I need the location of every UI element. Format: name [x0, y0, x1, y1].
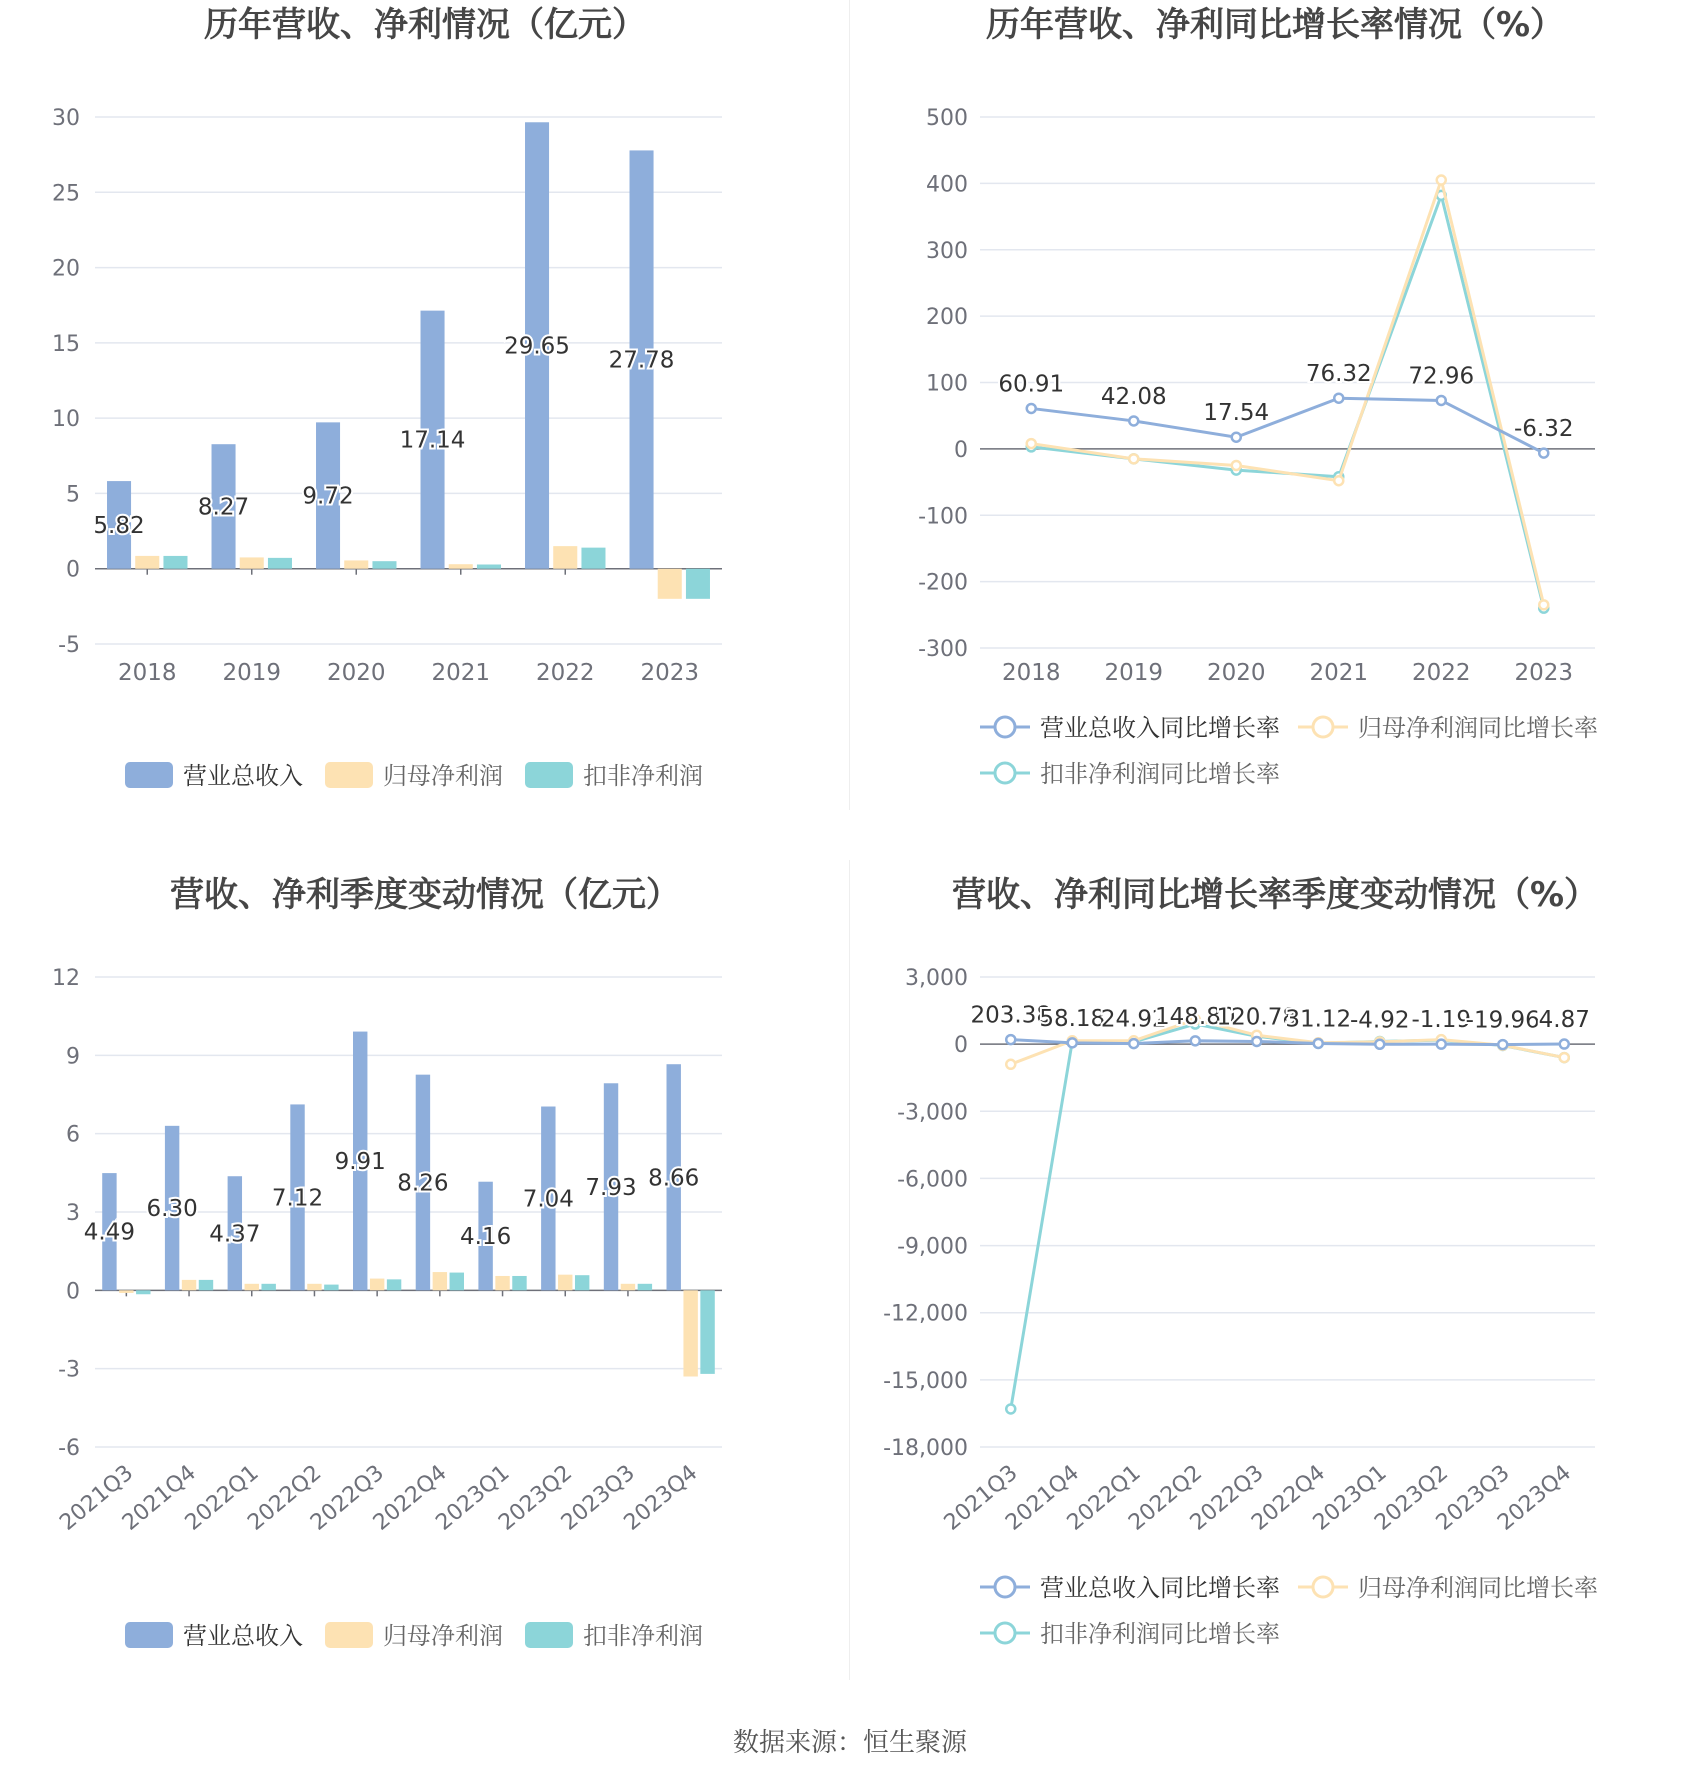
data-label: 4.87 — [1538, 1007, 1590, 1034]
data-label: 24.92 — [1100, 1006, 1167, 1033]
data-label: -1.19 — [1411, 1007, 1472, 1034]
bar-net-profit — [182, 1280, 196, 1290]
series-point — [1129, 416, 1138, 425]
data-label: 5.82 — [93, 512, 145, 539]
y-tick-label: 20 — [52, 256, 80, 282]
legend-marker — [995, 717, 1015, 737]
legend-label: 营业总收入同比增长率 — [1040, 714, 1280, 742]
data-label: 8.27 — [197, 494, 250, 521]
data-label: 6.30 — [146, 1196, 198, 1223]
y-tick-label: 500 — [926, 106, 968, 131]
series-point — [1252, 1037, 1261, 1046]
legend — [980, 1574, 1598, 1648]
x-category-label: 2021Q4 — [1001, 1460, 1085, 1536]
x-category-label: 2018 — [117, 660, 177, 686]
bar-deducted-profit — [199, 1280, 213, 1290]
bar-deducted-profit — [136, 1290, 150, 1294]
legend — [125, 762, 703, 790]
series-point — [1334, 394, 1343, 403]
bar-net-profit — [621, 1284, 635, 1291]
x-category-label: 2022 — [535, 660, 595, 686]
bar-deducted-profit — [387, 1279, 401, 1290]
x-category-label: 2023 — [1514, 660, 1574, 686]
series-point — [1129, 454, 1138, 463]
x-category-label: 2022Q2 — [243, 1460, 327, 1536]
bar-deducted-profit — [372, 561, 396, 569]
x-category-label: 2021 — [1309, 660, 1369, 686]
x-category-label: 2020 — [1206, 660, 1266, 686]
y-tick-label: -5 — [58, 633, 80, 658]
legend-swatch — [125, 1622, 173, 1648]
y-tick-label: 9 — [66, 1044, 80, 1070]
series-point — [1539, 449, 1548, 458]
x-category-label: 2019 — [222, 660, 282, 686]
chart-title: 历年营收、净利同比增长率情况（%） — [985, 5, 1565, 45]
data-label: 4.16 — [460, 1224, 512, 1251]
y-tick-label: -6 — [58, 1436, 80, 1461]
x-category-label: 2023Q3 — [1431, 1460, 1515, 1536]
bar-deducted-profit — [450, 1273, 464, 1291]
legend-label: 扣非净利润同比增长率 — [1040, 1620, 1280, 1648]
series-point — [1129, 1039, 1138, 1048]
bar-deducted-profit — [512, 1276, 526, 1290]
data-label: 7.12 — [271, 1185, 324, 1212]
y-tick-label: -18,000 — [883, 1436, 968, 1461]
data-label: -19.96 — [1465, 1007, 1540, 1034]
legend-swatch — [325, 762, 373, 788]
legend-label: 营业总收入同比增长率 — [1040, 1574, 1280, 1602]
x-category-label: 2022Q4 — [368, 1460, 452, 1536]
legend-swatch — [325, 1622, 373, 1648]
legend-label: 归母净利润 — [383, 762, 503, 790]
data-label: 17.14 — [399, 427, 466, 454]
x-category-label: 2022Q3 — [1185, 1460, 1269, 1536]
data-label: 42.08 — [1100, 383, 1167, 410]
data-label: 120.78 — [1216, 1004, 1297, 1031]
chart-title: 营收、净利季度变动情况（亿元） — [170, 875, 680, 915]
series-point — [1232, 433, 1241, 442]
quarterly-growth-rate-line-chart — [850, 860, 1700, 1730]
data-label: 58.18 — [1039, 1005, 1106, 1032]
y-tick-label: -9,000 — [897, 1234, 968, 1260]
data-label: 31.12 — [1285, 1006, 1352, 1033]
series-point — [1191, 1036, 1200, 1045]
legend-label: 扣非净利润 — [583, 762, 703, 790]
bar-net-profit — [344, 560, 368, 568]
annual-growth-rate-line-chart — [850, 0, 1700, 880]
series-point — [1560, 1053, 1569, 1062]
x-category-label: 2022Q3 — [306, 1460, 390, 1536]
bar-deducted-profit — [324, 1285, 338, 1291]
y-tick-label: 400 — [926, 172, 968, 198]
legend-swatch — [525, 762, 573, 788]
data-label: 9.72 — [302, 483, 354, 510]
x-category-label: 2023Q4 — [1493, 1460, 1577, 1536]
x-category-label: 2019 — [1104, 660, 1164, 686]
y-tick-label: 5 — [66, 482, 80, 508]
bar-net-profit — [495, 1276, 509, 1290]
y-tick-label: 200 — [926, 305, 968, 331]
y-tick-label: -300 — [918, 637, 968, 662]
legend-label: 营业总收入 — [183, 1622, 303, 1650]
chart-title: 历年营收、净利情况（亿元） — [204, 5, 646, 45]
y-tick-label: 15 — [52, 331, 80, 357]
bar-deducted-profit — [477, 564, 501, 568]
legend-label: 归母净利润同比增长率 — [1358, 1574, 1598, 1602]
bar-net-profit — [307, 1284, 321, 1291]
y-tick-label: 0 — [66, 1279, 80, 1305]
bar-net-profit — [245, 1284, 259, 1291]
data-label: 8.26 — [397, 1170, 449, 1197]
bar-net-profit — [135, 556, 159, 569]
series-point — [1027, 404, 1036, 413]
bar-net-profit — [558, 1275, 572, 1291]
bar-net-profit — [433, 1272, 447, 1290]
x-category-label: 2023Q1 — [1308, 1460, 1392, 1536]
data-source: 数据来源：恒生聚源 — [732, 1728, 967, 1758]
y-tick-label: 0 — [66, 557, 80, 583]
x-category-label: 2022Q2 — [1124, 1460, 1208, 1536]
y-tick-label: -6,000 — [897, 1167, 968, 1193]
legend-marker — [1313, 717, 1333, 737]
legend — [980, 714, 1598, 788]
data-label: 60.91 — [998, 371, 1065, 398]
data-label: 9.91 — [334, 1148, 386, 1175]
bar-net-profit — [553, 546, 577, 569]
y-tick-label: 3,000 — [905, 966, 968, 991]
legend-label: 扣非净利润 — [583, 1622, 703, 1650]
legend-swatch — [525, 1622, 573, 1648]
legend-label: 营业总收入 — [183, 762, 303, 790]
bar-net-profit — [683, 1290, 697, 1376]
x-category-label: 2021 — [431, 660, 491, 686]
bar-net-profit — [658, 569, 682, 599]
x-category-label: 2023Q2 — [1370, 1460, 1454, 1536]
x-category-label: 2020 — [326, 660, 386, 686]
data-label: 17.54 — [1203, 400, 1270, 427]
divider-top — [849, 0, 850, 810]
bar-net-profit — [119, 1290, 133, 1293]
series-point — [1068, 1038, 1077, 1047]
legend-marker — [995, 1577, 1015, 1597]
chart-title: 营收、净利同比增长率季度变动情况（%） — [951, 875, 1599, 915]
series-point — [1539, 600, 1548, 609]
y-tick-label: 0 — [954, 1033, 968, 1059]
annual-revenue-profit-bar-chart — [0, 0, 850, 880]
data-label: -6.32 — [1513, 416, 1574, 443]
y-tick-label: 300 — [926, 238, 968, 264]
series-point — [1375, 1040, 1384, 1049]
y-tick-label: 25 — [52, 181, 80, 207]
data-label: 7.04 — [522, 1186, 574, 1213]
bar-deducted-profit — [638, 1284, 652, 1291]
y-tick-label: 0 — [954, 437, 968, 463]
y-tick-label: 12 — [52, 966, 80, 991]
y-tick-label: -3,000 — [897, 1100, 968, 1126]
legend — [125, 1622, 703, 1650]
x-category-label: 2022Q4 — [1247, 1460, 1331, 1536]
data-label: 72.96 — [1408, 363, 1475, 390]
legend-label: 扣非净利润同比增长率 — [1040, 760, 1280, 788]
series-point — [1027, 439, 1036, 448]
series-point — [1437, 396, 1446, 405]
y-tick-label: -12,000 — [883, 1301, 968, 1327]
series-point — [1006, 1035, 1015, 1044]
x-category-label: 2021Q4 — [117, 1460, 201, 1536]
data-label: 4.49 — [83, 1219, 136, 1246]
data-label: 203.38 — [970, 1002, 1051, 1029]
x-category-label: 2021Q3 — [939, 1460, 1023, 1536]
bar-deducted-profit — [163, 556, 187, 569]
data-label: 8.66 — [648, 1165, 700, 1192]
y-tick-label: 30 — [52, 106, 80, 131]
series-point — [1314, 1039, 1323, 1048]
legend-marker — [1313, 1577, 1333, 1597]
x-category-label: 2018 — [1001, 660, 1061, 686]
x-category-label: 2022Q1 — [1062, 1460, 1146, 1536]
bar-deducted-profit — [686, 569, 710, 599]
series-point — [1437, 1040, 1446, 1049]
series-point — [1437, 176, 1446, 185]
data-label: -4.92 — [1349, 1007, 1410, 1034]
bar-net-profit — [370, 1279, 384, 1291]
y-tick-label: -100 — [918, 504, 968, 530]
bar-net-profit — [240, 557, 264, 568]
bar-deducted-profit — [261, 1284, 275, 1291]
series-point — [1498, 1040, 1507, 1049]
legend-marker — [995, 1623, 1015, 1643]
y-tick-label: -3 — [58, 1357, 80, 1383]
legend-label: 归母净利润同比增长率 — [1358, 714, 1598, 742]
bar-deducted-profit — [581, 548, 605, 569]
series-point — [1334, 476, 1343, 485]
legend-label: 归母净利润 — [383, 1622, 503, 1650]
series-point — [1560, 1040, 1569, 1049]
data-label: 4.37 — [209, 1221, 261, 1248]
series-line — [1011, 1024, 1565, 1409]
x-category-label: 2022Q1 — [180, 1460, 264, 1536]
data-label: 27.78 — [608, 347, 675, 374]
y-tick-label: 100 — [926, 371, 968, 397]
quarterly-revenue-profit-bar-chart — [0, 860, 850, 1730]
data-label: 7.93 — [585, 1174, 637, 1201]
x-category-label: 2023Q2 — [494, 1460, 578, 1536]
series-point — [1232, 461, 1241, 470]
y-tick-label: -15,000 — [883, 1368, 968, 1394]
x-category-label: 2023Q3 — [556, 1460, 640, 1536]
y-tick-label: 3 — [66, 1201, 80, 1226]
legend-marker — [995, 763, 1015, 783]
data-label: 76.32 — [1305, 361, 1372, 388]
divider-bottom — [849, 860, 850, 1680]
x-category-label: 2023Q4 — [619, 1460, 703, 1536]
data-label: 29.65 — [504, 333, 570, 360]
x-category-label: 2023 — [640, 660, 700, 686]
bar-deducted-profit — [268, 558, 292, 569]
bar-net-profit — [449, 564, 473, 569]
bar-deducted-profit — [575, 1275, 589, 1290]
series-point — [1006, 1060, 1015, 1069]
y-tick-label: 10 — [52, 407, 80, 433]
data-label: 148.80 — [1155, 1003, 1236, 1030]
y-tick-label: 6 — [66, 1122, 80, 1148]
y-tick-label: -200 — [918, 570, 968, 596]
bar-deducted-profit — [700, 1290, 714, 1374]
x-category-label: 2022 — [1411, 660, 1471, 686]
x-category-label: 2023Q1 — [431, 1460, 515, 1536]
legend-swatch — [125, 762, 173, 788]
x-category-label: 2021Q3 — [55, 1460, 139, 1536]
series-point — [1006, 1404, 1015, 1413]
